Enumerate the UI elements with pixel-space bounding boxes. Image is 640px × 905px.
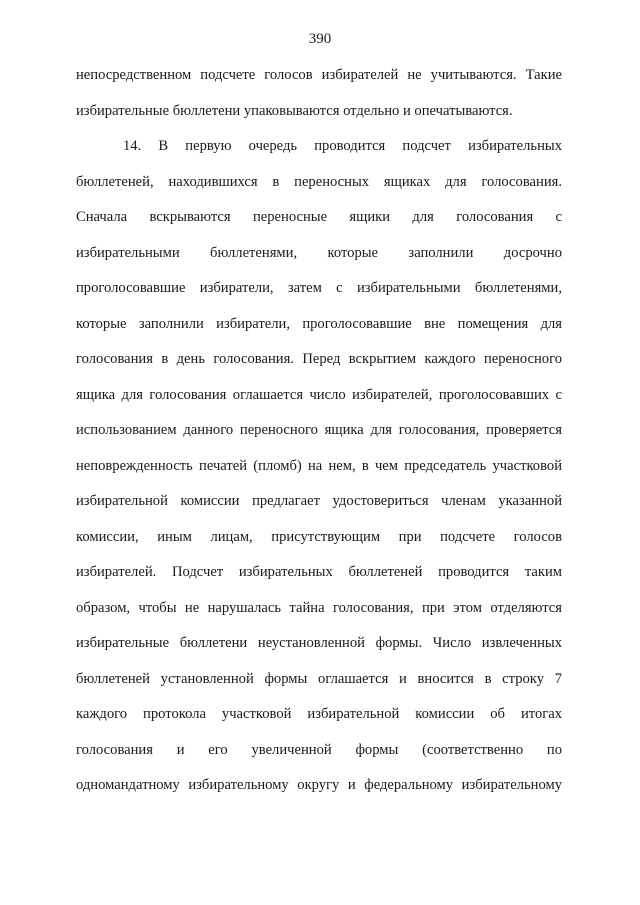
text-line: которые заполнили избиратели, проголосовавшие вне помещения для <box>76 315 562 332</box>
text-line: избирателей. Подсчет избирательных бюллетеней проводится таким <box>76 564 562 580</box>
text-line: каждого протокола участковой избирательной комиссии об итогах <box>76 706 562 722</box>
paragraph-14 <box>76 137 562 812</box>
text-line: избирательными бюллетенями, которые заполнили досрочно <box>76 244 562 261</box>
text-line: избирательные бюллетени неустановленной формы. Число извлеченных <box>76 635 562 651</box>
text-line: бюллетеней, находившихся в переносных ящиках для голосования. <box>76 173 562 190</box>
text-line: избирательной комиссии предлагает удостовериться членам указанной <box>76 493 562 509</box>
text-line: ящика для голосования оглашается число избирателей, проголосовавших с <box>76 386 562 403</box>
text-line: голосования и его увеличенной формы (соответственно по <box>76 741 562 758</box>
text-line: образом, чтобы не нарушалась тайна голосования, при этом отделяются <box>76 599 562 616</box>
text-line: неповрежденность печатей (пломб) на нем, в чем председатель участковой <box>76 457 562 474</box>
text-line: непосредственном подсчете голосов избирателей не учитываются. Такие <box>76 67 562 83</box>
text-line: бюллетеней установленной формы оглашается и вносится в строку 7 <box>76 670 562 687</box>
text-line: использованием данного переносного ящика для голосования, проверяется <box>76 422 562 438</box>
paragraph-continuation <box>76 66 562 137</box>
text-line: избирательные бюллетени упаковываются отдельно и опечатываются. <box>76 102 513 119</box>
text-line: Сначала вскрываются переносные ящики для голосования с <box>76 209 562 225</box>
text-line: 14. В первую очередь проводится подсчет избирательных <box>123 138 562 154</box>
text-line: одномандатному избирательному округу и федеральному избирательному <box>76 777 562 793</box>
text-line: голосования в день голосования. Перед вскрытием каждого переносного <box>76 351 562 367</box>
text-line: комиссии, иным лицам, присутствующим при подсчете голосов <box>76 528 562 545</box>
text-line: проголосовавшие избиратели, затем с избирательными бюллетенями, <box>76 280 562 296</box>
page-number: 390 <box>308 31 332 47</box>
